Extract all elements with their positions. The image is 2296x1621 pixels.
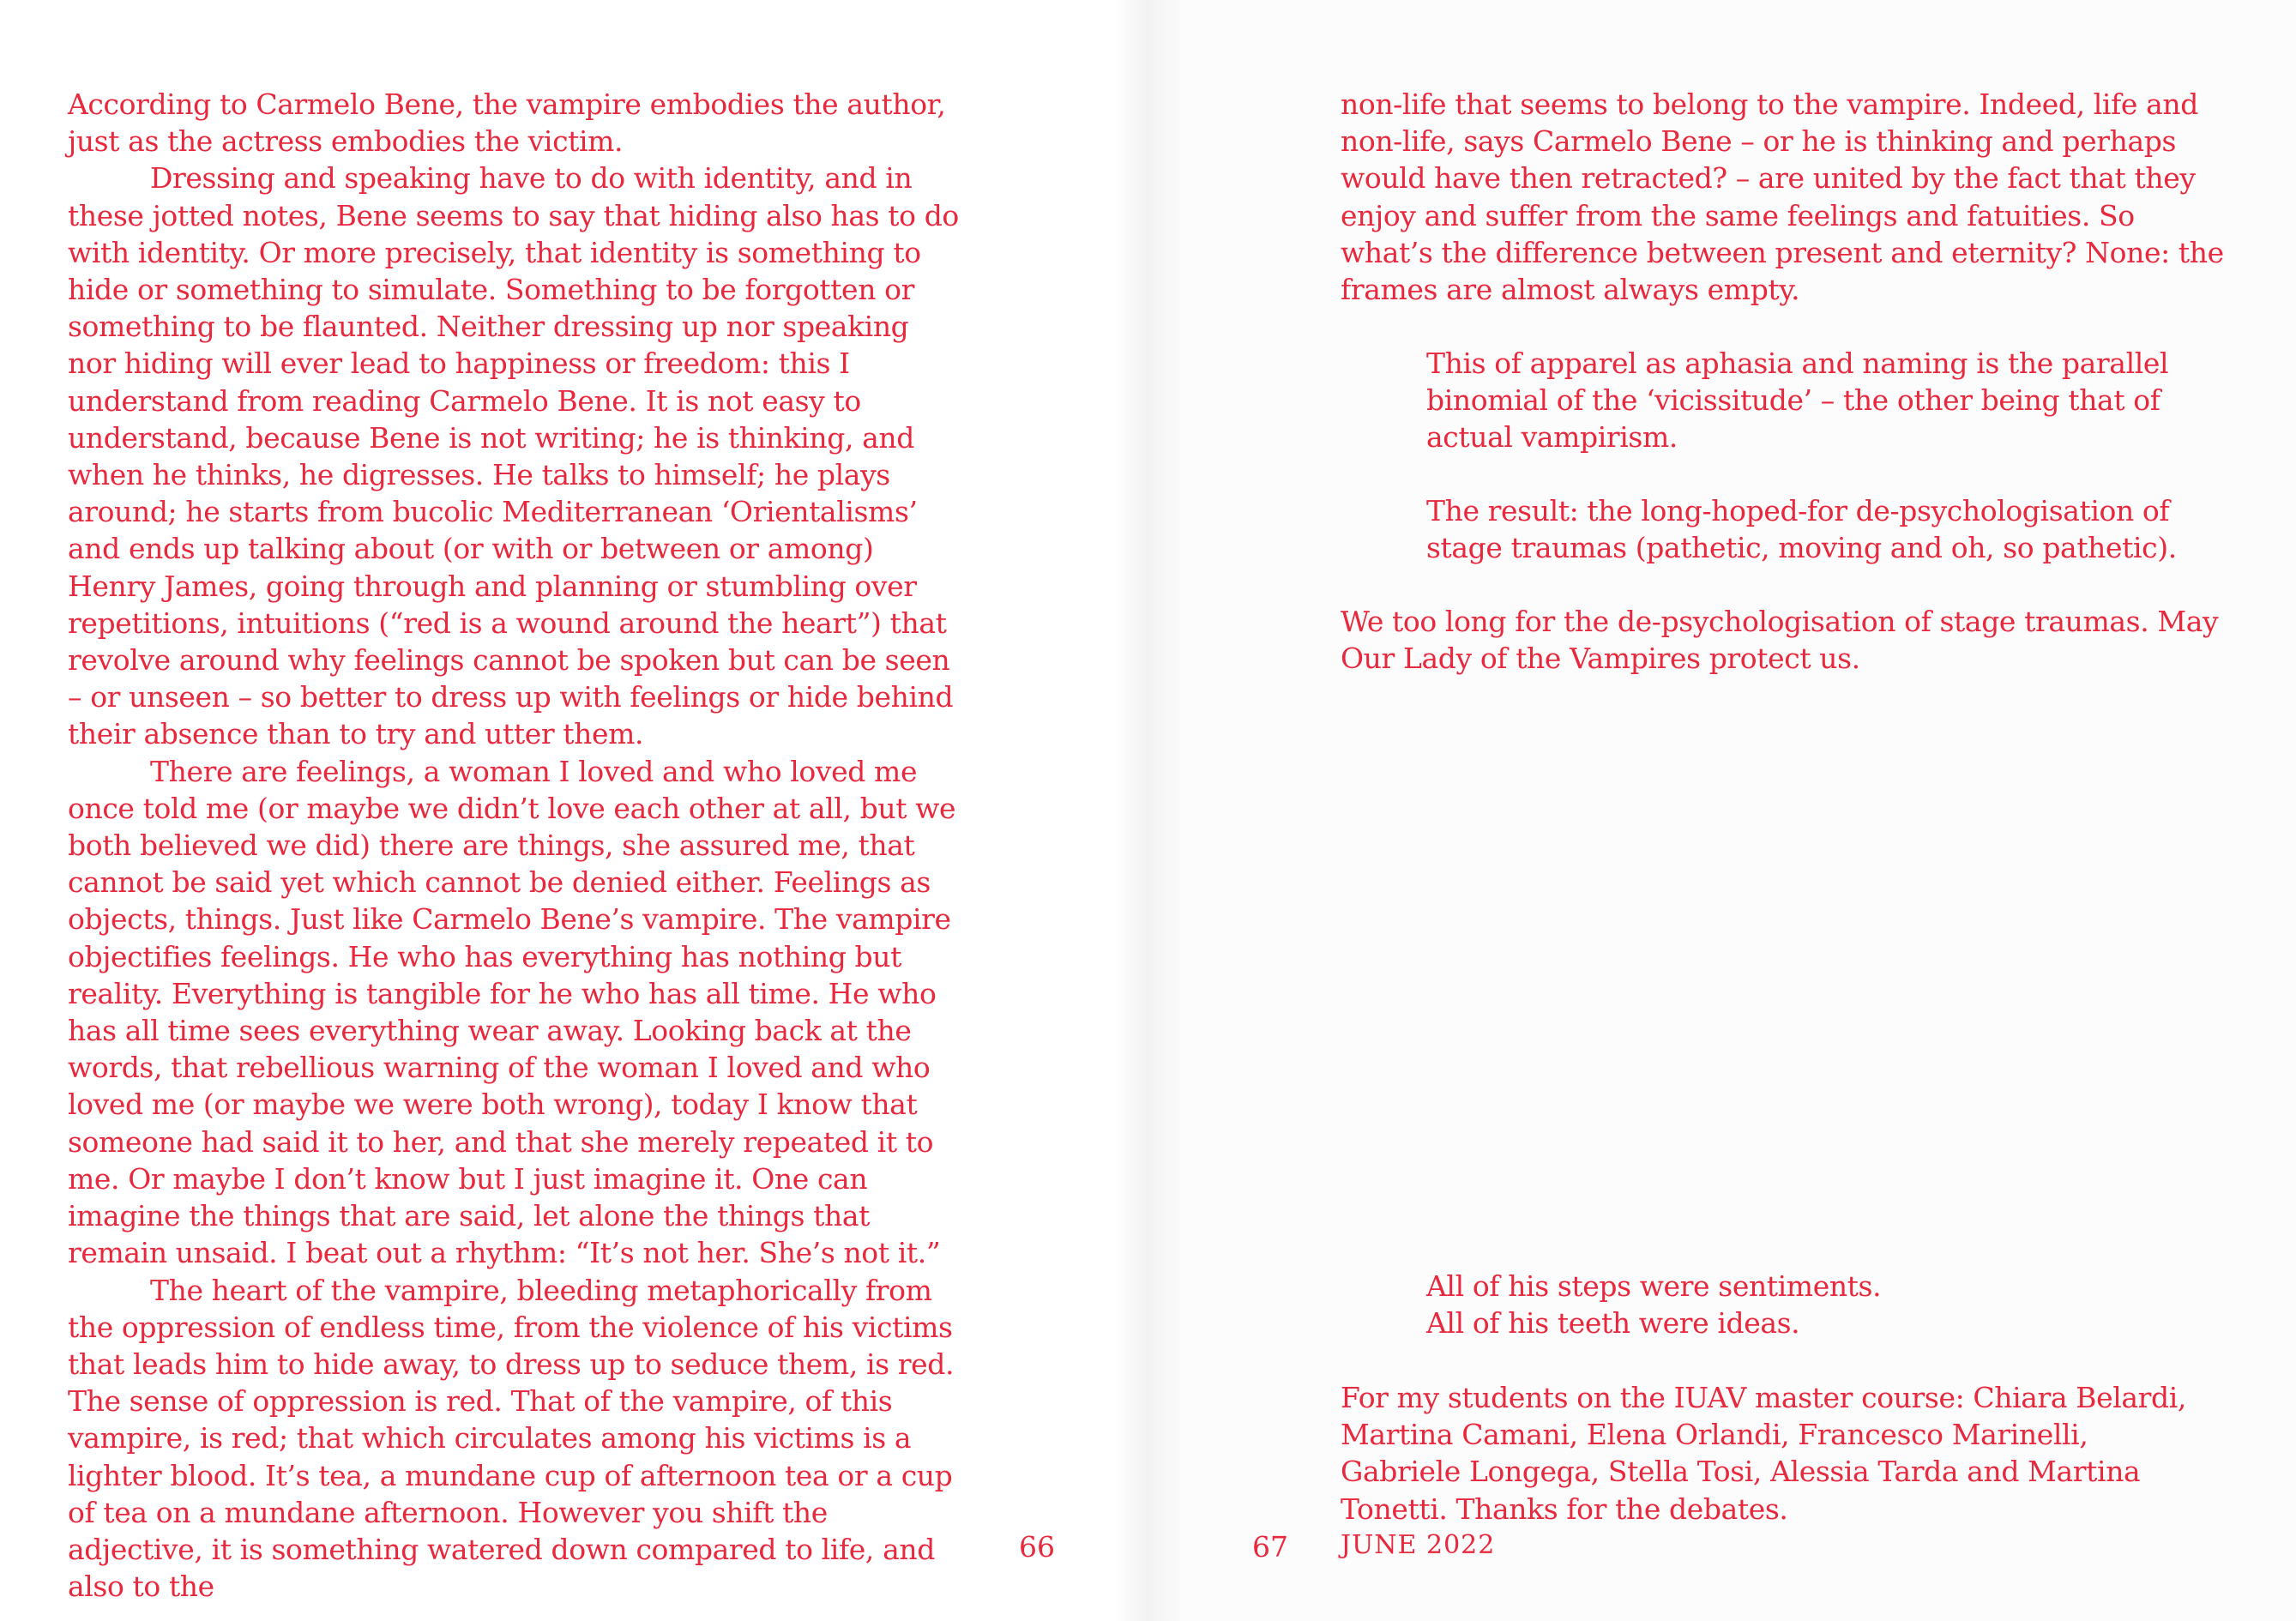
verse-line-2: All of his teeth were ideas.	[1426, 1306, 1800, 1341]
paragraph-4: The heart of the vampire, bleeding metaphorically from the oppression of endless time, from the violence of his victims that leads him to hide away, to dress up to seduce them, is red. The sense of oppression is red. That of the vampire, of this vampire, is red; that which circulates among his victims is a lighter blood. It’s tea, a mundane cup of afternoon tea or a cup of tea on a mundane afternoon. However you shift the adjective, it is something watered down compared to life, and also to the	[68, 1273, 955, 1604]
paragraph-2: Dressing and speaking have to do with identity, and in these jotted notes, Bene seems to say that hiding also has to do with identity. Or more precisely, that identity is something to hide or something to simulate. Something to be forgotten or something to be flaunted. Neither dressing up nor speaking nor hiding will ever lead to happiness or freedom: this I understand from reading Carmelo Bene. It is not easy to understand, because Bene is not writing; he is thinking, and when he thinks, he digresses. He talks to himself; he plays around; he starts from bucolic Mediterranean ‘Orientalisms’ and ends up talking about (or with or between or among) Henry James, going through and planning or stumbling over repetitions, intuitions (“red is a wound around the heart”) that revolve around why feelings cannot be spoken but can be seen – or unseen – so better to dress up with feelings or hide behind their absence than to try and utter them.	[68, 161, 959, 751]
page-number-left: 66	[1019, 1530, 1055, 1564]
block-quote-2	[1426, 492, 2181, 566]
paragraph-3: There are feelings, a woman I loved and who loved me once told me (or maybe we didn’t love each other at all, but we both believed we did) there are things, she assured me, that cannot be said yet which cannot be denied either. Feelings as objects, things. Just like Carmelo Bene’s vampire. The vampire objectifies feelings. He who has everything has nothing but reality. Everything is tangible for he who has all time. He who has all time sees everything wear away. Looking back at the words, that rebellious warning of the woman I loved and who loved me (or maybe we were both wrong), today I know that someone had said it to her, and that she merely repeated it to me. Or maybe I don’t know but I just imagine it. One can imagine the things that are said, let alone the things that remain unsaid. I beat out a rhythm: “It’s not her. She’s not it.”	[68, 754, 956, 1270]
page-number-right: 67	[1252, 1530, 1288, 1564]
paragraph-continuation: non-life that seems to belong to the vampire. Indeed, life and non-life, says Carmelo Bene – or he is thinking and perhaps would have then retracted? – are united by the fact that they enjoy and suffer from the same feelings and fatuities. So what’s the difference between present and eternity? None: the frames are almost always empty.	[1341, 87, 2224, 307]
block-quote-1	[1426, 345, 2181, 456]
issue-date: JUNE 2022	[1341, 1530, 1496, 1560]
verse-line-1: All of his steps were sentiments.	[1426, 1269, 1882, 1303]
quote-1-text: This of apparel as aphasia and naming is the parallel binomial of the ‘vicissitude’ – the other being that of actual vampirism.	[1426, 346, 2169, 455]
dedication-text: For my students on the IUAV master course: Chiara Belardi, Martina Camani, Elena Orlandi, Francesco Marinelli, Gabriele Longega, Stella Tosi, Alessia Tarda and Martina Tonetti. Thanks for the debates.	[1341, 1381, 2187, 1526]
paragraph-1: According to Carmelo Bene, the vampire embodies the author, just as the actress embodies the victim.	[68, 87, 946, 159]
left-column-text	[68, 86, 960, 1605]
quote-2-text: The result: the long-hoped-for de-psychologisation of stage traumas (pathetic, moving and oh, so pathetic).	[1426, 494, 2177, 565]
dedication	[1341, 1379, 2215, 1528]
closing-paragraph-text: We too long for the de-psychologisation of stage traumas. May Our Lady of the Vampires protect us.	[1341, 605, 2219, 676]
right-column-top-text	[1341, 86, 2233, 308]
closing-paragraph	[1341, 603, 2233, 677]
verse-block	[1426, 1268, 2181, 1341]
gutter-shadow	[1115, 0, 1180, 1621]
